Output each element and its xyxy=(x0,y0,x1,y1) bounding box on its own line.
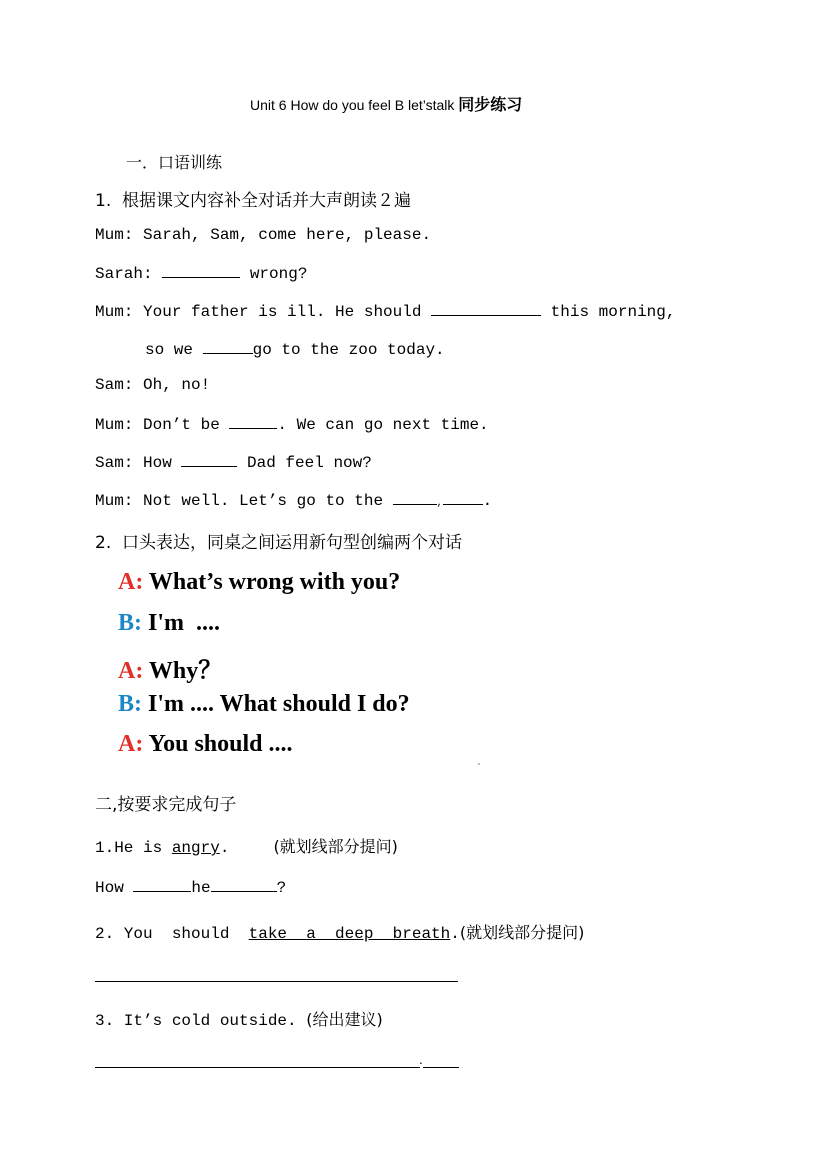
page-title xyxy=(250,92,522,115)
speaker-b: B: xyxy=(118,610,142,636)
task-2-label: 2. 口头表达，同桌之间运用新句型创编两个对话 xyxy=(95,533,463,553)
speaker-b: B: xyxy=(118,691,142,717)
dialogue-line-4: so we go to the zoo today. xyxy=(145,341,445,359)
pattern-line-4: B: I'm .... What should I do? xyxy=(118,691,410,717)
dialogue-line-1: Mum: Sarah, Sam, come here, please. xyxy=(95,226,432,244)
blank-separator: , xyxy=(436,498,443,509)
underlined-part: angry xyxy=(171,839,220,857)
answer-line-3[interactable] xyxy=(95,1067,420,1068)
fill-blank[interactable] xyxy=(393,490,437,505)
dialogue-line-2: Sarah: wrong? xyxy=(95,265,308,283)
question-1: 1.He is angry. (就划线部分提问) xyxy=(95,837,398,857)
pattern-line-1: A: What’s wrong with you? xyxy=(118,569,401,595)
pattern-line-3: A: Why？ xyxy=(118,658,223,684)
fill-blank[interactable] xyxy=(162,263,240,278)
dialogue-line-5: Sam: Oh, no! xyxy=(95,376,211,394)
fill-blank[interactable] xyxy=(211,877,277,892)
section-2-heading: 二,按要求完成句子 xyxy=(95,795,237,815)
instruction: (给出建议) xyxy=(306,1010,383,1029)
question-3: 3. It’s cold outside. (给出建议) xyxy=(95,1010,383,1030)
pattern-line-2: B: I'm .... xyxy=(118,610,220,636)
dialogue-line-8: Mum: Not well. Let’s go to the , . xyxy=(95,492,493,510)
fill-blank[interactable] xyxy=(229,414,277,429)
question-2: 2. You should take a deep breath.(就划线部分提问) xyxy=(95,923,585,943)
image-speck xyxy=(478,763,480,765)
fill-blank[interactable] xyxy=(181,452,237,467)
answer-1: How he ? xyxy=(95,879,287,897)
answer-line-3-tail[interactable] xyxy=(423,1067,459,1068)
fill-blank[interactable] xyxy=(203,339,253,354)
instruction: (就划线部分提问) xyxy=(459,923,585,942)
title-chinese: 同步练习 xyxy=(458,95,523,114)
answer-line-2[interactable] xyxy=(95,981,458,982)
speaker-a: A: xyxy=(118,658,144,684)
dialogue-line-7: Sam: How Dad feel now? xyxy=(95,454,372,472)
speaker-a: A: xyxy=(118,569,144,595)
title-english: Unit 6 How do you feel B let’stalk xyxy=(250,97,459,113)
section-1-heading: 一．口语训练 xyxy=(126,153,223,172)
task-1-label: 1. 根据课文内容补全对话并大声朗读２遍 xyxy=(95,191,412,211)
speaker-a: A: xyxy=(118,731,144,757)
dialogue-line-6: Mum: Don’t be . We can go next time. xyxy=(95,416,489,434)
fill-blank[interactable] xyxy=(431,301,541,316)
fill-blank[interactable] xyxy=(443,490,483,505)
fill-blank[interactable] xyxy=(133,877,191,892)
pattern-line-5: A: You should .... xyxy=(118,731,293,757)
dialogue-line-3: Mum: Your father is ill. He should this morning, xyxy=(95,303,676,321)
instruction: (就划线部分提问) xyxy=(273,837,398,856)
answer-line-mark: . xyxy=(419,1053,423,1067)
underlined-part: take a deep breath xyxy=(248,925,451,943)
